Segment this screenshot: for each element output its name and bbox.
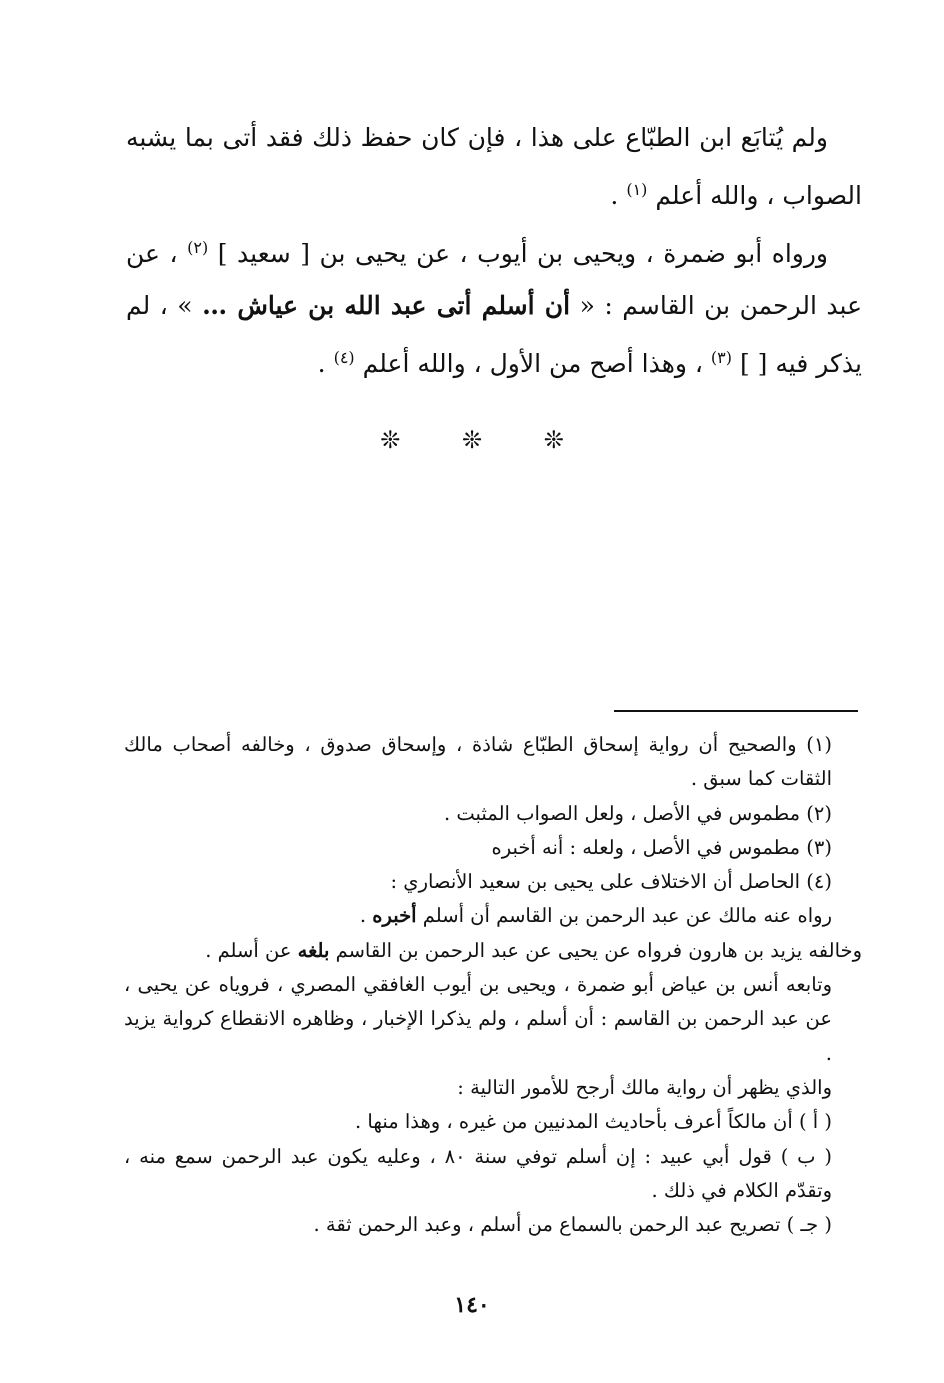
paragraph-2-end: . bbox=[317, 349, 334, 378]
footnote-1: (١) والصحيح أن رواية إسحاق الطبّاع شاذة ، وإسحاق صدوق ، وخالفه أصحاب مالك الثقات كما سبق . bbox=[124, 733, 832, 791]
footnote-4-point-a: ( أ ) أن مالكاً أعرف بأحاديث المدنيين من غيره ، وهذا منها . bbox=[355, 1110, 832, 1134]
paragraph-2-text-d: ، وهذا أصح من الأول ، والله أعلم bbox=[362, 349, 711, 378]
footnote-4-point-c: ( جـ ) تصريح عبد الرحمن بالسماع من أسلم ، وعبد الرحمن ثقة . bbox=[313, 1213, 832, 1237]
footnote-4-line-1-text: رواه عنه مالك عن عبد الرحمن بن القاسم أن أسلم bbox=[416, 904, 832, 928]
paragraph-2-text-b: ، عن عبد الرحمن بن القاسم : « bbox=[126, 239, 862, 320]
footnote-ref-3[interactable]: (٣) bbox=[710, 348, 733, 367]
footnote-4-line-4: والذي يظهر أن رواية مالك أرجح للأمور التالية : bbox=[457, 1075, 832, 1099]
quoted-narration: أن أسلم أتى عبد الله بن عياش … bbox=[202, 291, 571, 320]
footnote-4-line-1 bbox=[124, 899, 862, 933]
footnote-2: (٢) مطموس في الأصل ، ولعل الصواب المثبت . bbox=[443, 801, 832, 825]
paragraph-1-text: ولم يُتابَع ابن الطبّاع على هذا ، فإن كان حفظ ذلك فقد أتى بما يشبه الصواب ، والله أعلم bbox=[126, 123, 862, 210]
footnote-ref-1[interactable]: (١) bbox=[626, 180, 648, 199]
star-ornament-icon: ❊ bbox=[543, 426, 564, 454]
paragraph-2 bbox=[126, 222, 862, 390]
star-ornament-icon: ❊ bbox=[461, 426, 483, 454]
footnote-4-line-1-bold: أخبره bbox=[372, 904, 417, 928]
star-ornament-icon: ❊ bbox=[380, 426, 401, 454]
paragraph-2-text-c: » ، لم يذكر فيه [ ] bbox=[126, 291, 862, 378]
footnote-4-line-2 bbox=[124, 934, 862, 968]
footnote-4-line-2-bold: بلغه bbox=[297, 938, 330, 962]
page-number: ١٤٠ bbox=[454, 1292, 490, 1318]
footnote-4-line-1-end: . bbox=[359, 904, 373, 928]
footnote-4-line-3: وتابعه أنس بن عياض أبو ضمرة ، ويحيى بن أيوب الغافقي المصري ، فروياه عن يحيى ، عن عبد الرحمن بن القاسم : أن أسلم ، ولم يذكرا الإخبار ، وظاهره الانقطاع كرواية يزيد . bbox=[124, 973, 832, 1065]
footnote-4-line-2-text: وخالفه يزيد بن هارون فرواه عن يحيى عن عبد الرحمن بن القاسم bbox=[329, 938, 862, 962]
footnote-ref-4[interactable]: (٤) bbox=[333, 348, 355, 367]
paragraph-1 bbox=[126, 112, 862, 222]
paragraph-2-text-a: ورواه أبو ضمرة ، ويحيى بن أيوب ، عن يحيى بن [ سعيد ] bbox=[217, 239, 828, 268]
footnote-divider bbox=[614, 710, 858, 712]
paragraph-1-end: . bbox=[610, 181, 627, 210]
main-text bbox=[126, 112, 862, 390]
footnotes bbox=[124, 728, 862, 1242]
footnote-4-line-2-end: عن أسلم . bbox=[205, 938, 298, 962]
footnote-4: (٤) الحاصل أن الاختلاف على يحيى بن سعيد الأنصاري : bbox=[390, 870, 832, 894]
footnote-4-point-b: ( ب ) قول أبي عبيد : إن أسلم توفي سنة ٨٠ ، وعليه يكون عبد الرحمن سمع منه ، وتقدّم الكلام في ذلك . bbox=[124, 1144, 832, 1202]
footnote-3: (٣) مطموس في الأصل ، ولعله : أنه أخبره bbox=[491, 835, 832, 859]
section-separator bbox=[0, 426, 944, 454]
footnote-ref-2[interactable]: (٢) bbox=[187, 238, 209, 257]
